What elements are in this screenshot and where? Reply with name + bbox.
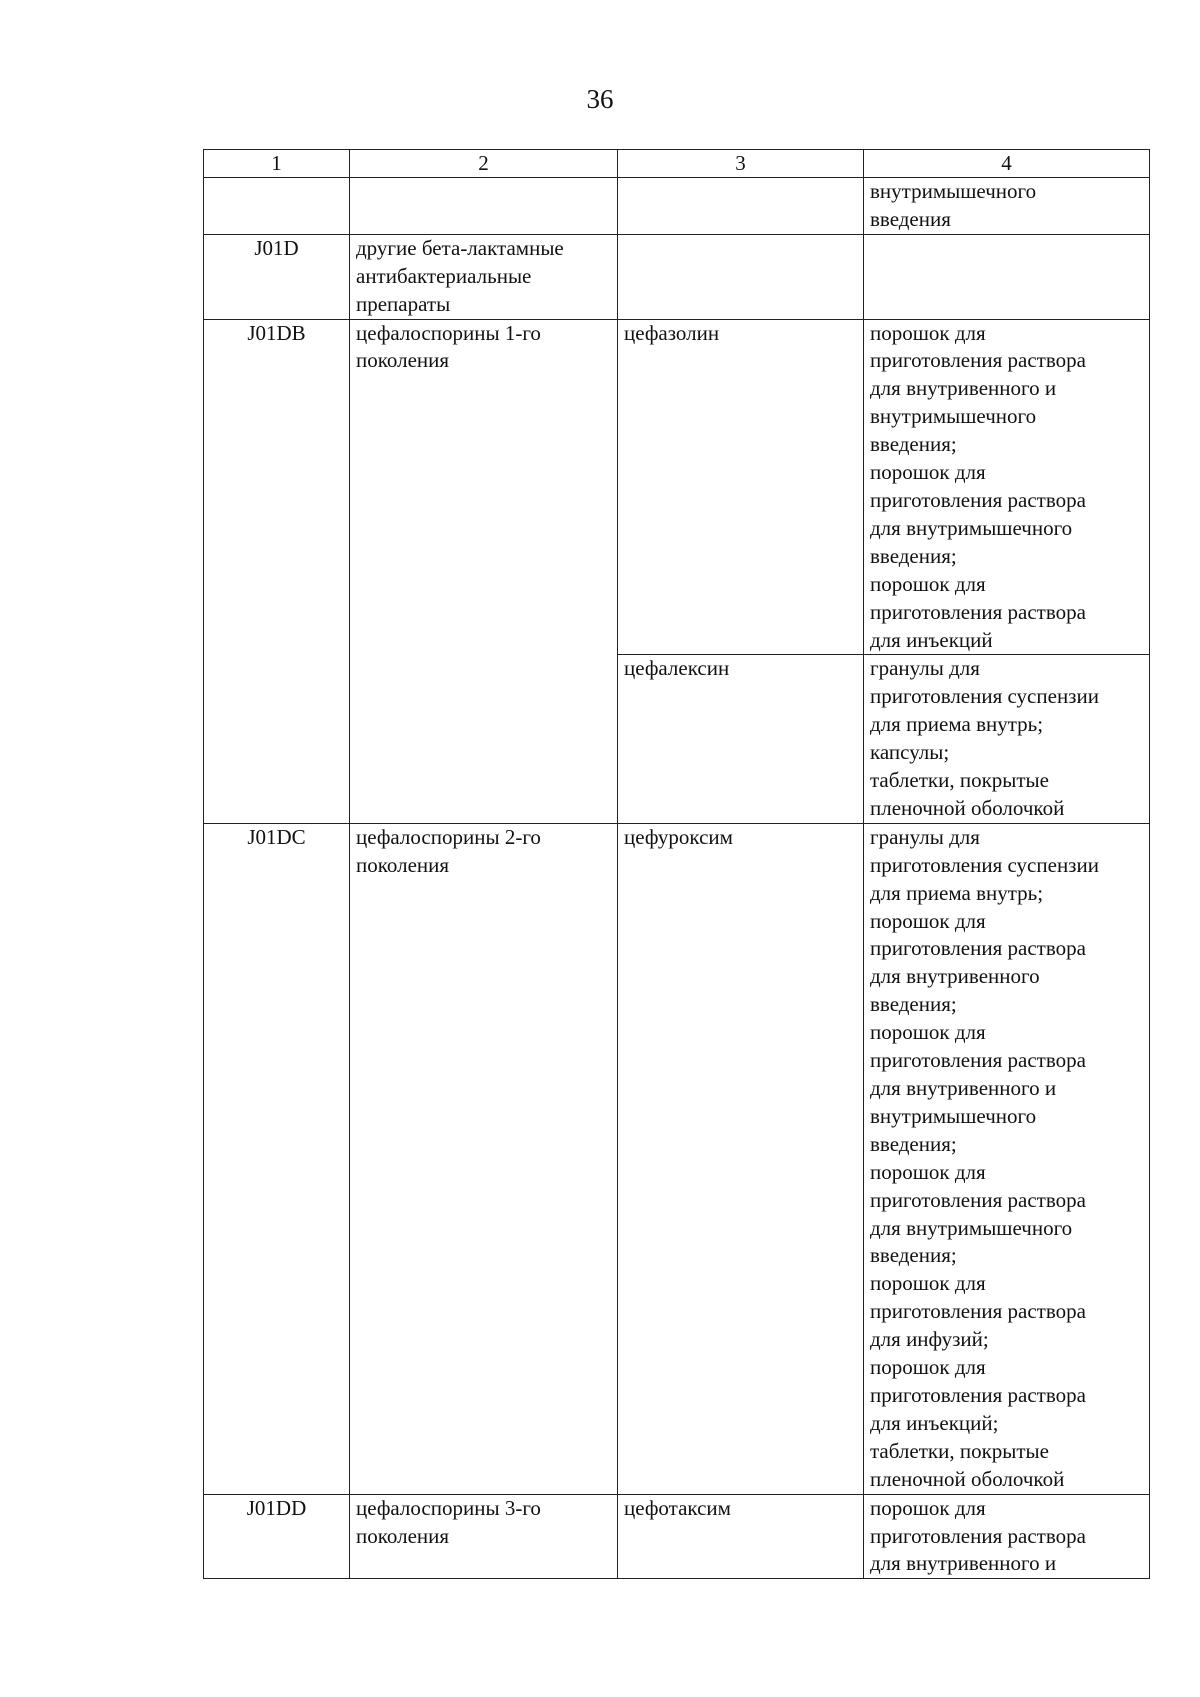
form-line: введения; bbox=[870, 543, 957, 568]
dosage-forms bbox=[864, 655, 1150, 823]
dosage-forms bbox=[864, 823, 1150, 1494]
group-name bbox=[350, 1494, 618, 1579]
form-line: введения bbox=[870, 206, 951, 231]
form-line: введения; bbox=[870, 1243, 957, 1268]
form-line: гранулы для bbox=[870, 824, 980, 849]
group-line: препараты bbox=[356, 291, 451, 316]
atc-code: J01D bbox=[204, 234, 350, 319]
form-line: введения; bbox=[870, 1131, 957, 1156]
form-line: для внутривенного bbox=[870, 964, 1040, 989]
drug-name bbox=[618, 178, 864, 235]
dosage-forms bbox=[864, 319, 1150, 655]
form-line: порошок для bbox=[870, 1020, 986, 1045]
group-line: цефалоспорины 3-го bbox=[356, 1495, 541, 1520]
form-line: порошок для bbox=[870, 1271, 986, 1296]
form-line: порошок для bbox=[870, 1495, 986, 1520]
dosage-forms bbox=[864, 1494, 1150, 1579]
form-line: внутримышечного bbox=[870, 179, 1037, 203]
table-row bbox=[204, 1494, 1150, 1579]
form-line: для внутримышечного bbox=[870, 515, 1073, 540]
form-line: приготовления раствора bbox=[870, 1523, 1086, 1548]
form-line: для внутривенного и bbox=[870, 376, 1057, 401]
drug-name: цефуроксим bbox=[618, 823, 864, 1494]
header-col-3: 3 bbox=[618, 150, 864, 178]
form-line: порошок для bbox=[870, 460, 986, 485]
form-line: внутримышечного bbox=[870, 1103, 1037, 1128]
group-line: другие бета-лактамные bbox=[356, 235, 564, 260]
form-line: таблетки, покрытые bbox=[870, 1438, 1049, 1463]
atc-code bbox=[204, 178, 350, 235]
form-line: приготовления раствора bbox=[870, 1048, 1086, 1073]
form-line: приготовления раствора bbox=[870, 487, 1086, 512]
group-line: цефалоспорины 1-го bbox=[356, 320, 541, 345]
group-line: антибактериальные bbox=[356, 263, 532, 288]
header-col-1: 1 bbox=[204, 150, 350, 178]
form-line: внутримышечного bbox=[870, 404, 1037, 429]
atc-code: J01DB bbox=[204, 319, 350, 823]
group-name bbox=[350, 234, 618, 319]
form-line: порошок для bbox=[870, 908, 986, 933]
group-line: поколения bbox=[356, 348, 450, 373]
form-line: порошок для bbox=[870, 1159, 986, 1184]
form-line: введения; bbox=[870, 432, 957, 457]
form-line: пленочной оболочкой bbox=[870, 795, 1065, 820]
table-row bbox=[204, 823, 1150, 1494]
header-col-4: 4 bbox=[864, 150, 1150, 178]
table-header-row bbox=[204, 150, 1150, 178]
form-line: приготовления раствора bbox=[870, 936, 1086, 961]
form-line: для инъекций; bbox=[870, 1410, 999, 1435]
form-line: для приема внутрь; bbox=[870, 712, 1044, 737]
form-line: гранулы для bbox=[870, 656, 980, 681]
form-line: введения; bbox=[870, 992, 957, 1017]
medicines-table bbox=[203, 149, 1150, 1579]
table-row bbox=[204, 234, 1150, 319]
form-line: для внутривенного и bbox=[870, 1076, 1057, 1100]
table-row bbox=[204, 178, 1150, 235]
atc-code: J01DC bbox=[204, 823, 350, 1494]
form-line: для внутримышечного bbox=[870, 1215, 1073, 1240]
drug-name: цефазолин bbox=[618, 319, 864, 655]
form-line: капсулы; bbox=[870, 740, 950, 765]
form-line: приготовления раствора bbox=[870, 348, 1086, 373]
form-line: приготовления суспензии bbox=[870, 852, 1099, 877]
form-line: порошок для bbox=[870, 320, 986, 345]
form-line: таблетки, покрытые bbox=[870, 768, 1049, 793]
form-line: приготовления раствора bbox=[870, 599, 1086, 624]
form-line: порошок для bbox=[870, 571, 986, 596]
form-line: приготовления раствора bbox=[870, 1299, 1086, 1324]
page-number: 36 bbox=[586, 84, 614, 114]
form-line: пленочной оболочкой bbox=[870, 1466, 1065, 1491]
group-line: поколения bbox=[356, 852, 450, 877]
dosage-forms bbox=[864, 178, 1150, 235]
form-line: приготовления раствора bbox=[870, 1382, 1086, 1407]
drug-name bbox=[618, 234, 864, 319]
group-name bbox=[350, 319, 618, 823]
header-col-2: 2 bbox=[350, 150, 618, 178]
form-line: для инфузий; bbox=[870, 1327, 989, 1352]
form-line: для приема внутрь; bbox=[870, 880, 1044, 905]
form-line: для внутривенного и bbox=[870, 1551, 1057, 1576]
group-name bbox=[350, 823, 618, 1494]
group-name bbox=[350, 178, 618, 235]
form-line: порошок для bbox=[870, 1355, 986, 1380]
drug-name: цефотаксим bbox=[618, 1494, 864, 1579]
atc-code: J01DD bbox=[204, 1494, 350, 1579]
group-line: цефалоспорины 2-го bbox=[356, 824, 541, 849]
form-line: приготовления суспензии bbox=[870, 684, 1099, 709]
table-row bbox=[204, 319, 1150, 655]
form-line: для инъекций bbox=[870, 627, 993, 652]
group-line: поколения bbox=[356, 1523, 450, 1548]
dosage-forms bbox=[864, 234, 1150, 319]
form-line: приготовления раствора bbox=[870, 1187, 1086, 1212]
drug-name: цефалексин bbox=[618, 655, 864, 823]
